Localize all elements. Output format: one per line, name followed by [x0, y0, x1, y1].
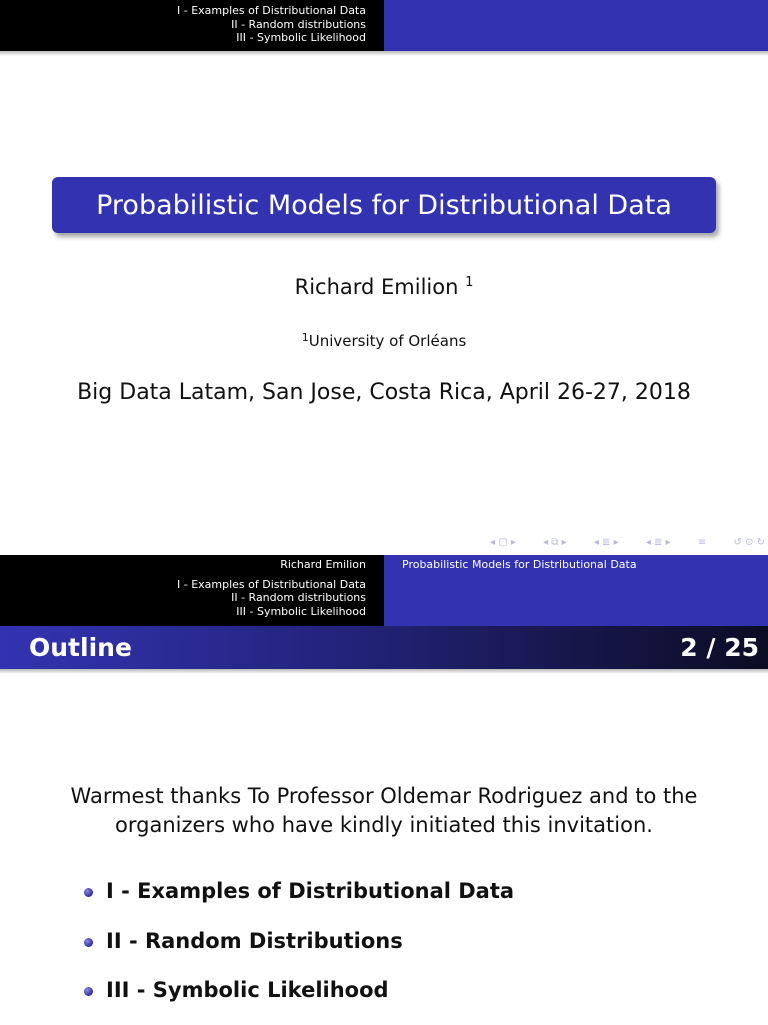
section-link[interactable]: III - Symbolic Likelihood [236, 604, 366, 618]
affiliation: $^1$University of Orléans [301, 331, 467, 350]
event-line: Big Data Latam, San Jose, Costa Rica, April 26-27, 2018 [77, 380, 691, 405]
section-link[interactable]: I - Examples of Distributional Data [177, 4, 366, 17]
author-name: Richard Emilion $^1$ [294, 275, 474, 299]
outline-item[interactable]: II - Random Distributions [84, 926, 514, 976]
affiliation-footnote-mark: 1 [301, 331, 309, 344]
section-link[interactable]: II - Random distributions [231, 17, 366, 31]
prev-section-icon[interactable]: ◂ ≣ ▸ [593, 537, 619, 548]
first-icon[interactable]: ◂ ▢ ▸ [490, 537, 516, 548]
bullet-icon [84, 987, 93, 996]
prev-subsection-icon[interactable]: ◂ ≣ ▸ [645, 537, 671, 548]
section-nav [0, 555, 384, 626]
author-footnote-mark: 1 [465, 275, 474, 290]
header-right-panel [384, 555, 768, 626]
header-right-panel [384, 0, 768, 51]
bullet-icon [84, 888, 93, 897]
header-author: Richard Emilion [280, 558, 366, 571]
page-number: 2 / 25 [680, 633, 759, 662]
prev-frame-icon[interactable]: ◂ ⧉ ▸ [543, 537, 567, 548]
section-link[interactable]: III - Symbolic Likelihood [236, 31, 366, 44]
align-icon[interactable]: ≡ [697, 537, 707, 548]
section-link[interactable]: I - Examples of Distributional Data [177, 577, 366, 591]
header-short-title: Probabilistic Models for Distributional Data [402, 558, 637, 571]
section-nav [0, 0, 384, 51]
outline-item[interactable]: III - Symbolic Likelihood [84, 975, 514, 1025]
frame-title-bar [0, 626, 768, 669]
navigation-symbols [490, 536, 765, 550]
bullet-icon [84, 938, 93, 947]
search-icon[interactable]: ↺ ⊙ ↻ [733, 537, 765, 548]
section-link[interactable]: II - Random distributions [231, 591, 366, 604]
slide1-header [0, 0, 768, 51]
presentation-title: Probabilistic Models for Distributional Data [96, 189, 672, 221]
frame-title-shadow [0, 669, 768, 674]
frame-title: Outline [29, 633, 132, 662]
thanks-text: Warmest thanks To Professor Oldemar Rodriguez and to the organizers who have kindly initiated this invitation. [70, 784, 698, 837]
outline-list [84, 876, 514, 1025]
outline-item[interactable]: I - Examples of Distributional Data [84, 876, 514, 926]
presentation-title-box [52, 177, 716, 233]
slide2-header [0, 555, 768, 626]
header-shadow [0, 51, 768, 56]
